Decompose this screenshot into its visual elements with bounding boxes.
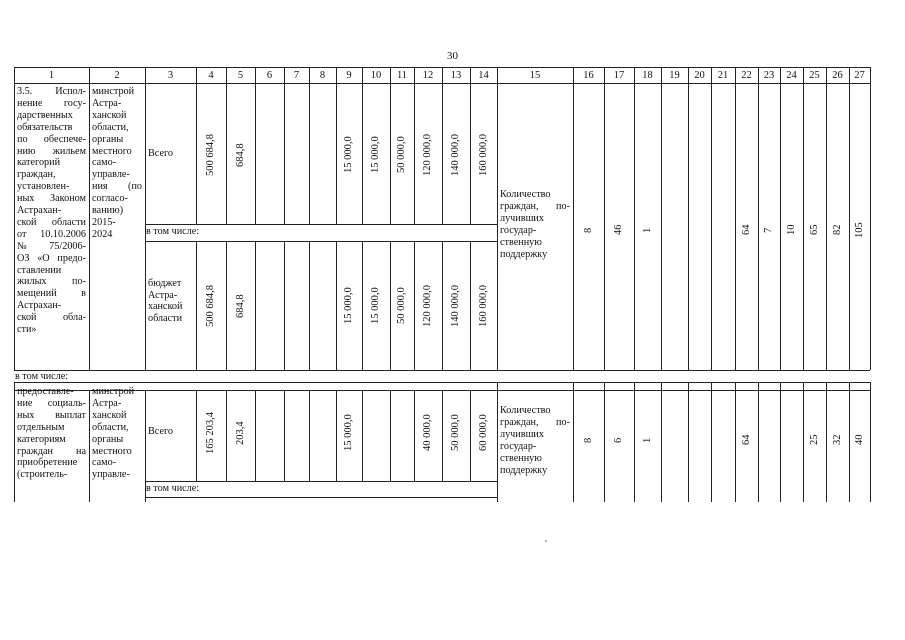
activity-name: (строитель- <box>17 469 68 481</box>
table-line <box>849 67 850 370</box>
row-label-total: Всего <box>148 148 173 159</box>
header-col-12: 12 <box>422 70 434 81</box>
including-label: в том числе: <box>146 483 200 494</box>
activity-name: ской обла- <box>17 312 86 324</box>
table-line <box>309 67 310 224</box>
header-col-15: 15 <box>529 70 541 81</box>
row-label-budget: бюджет <box>148 278 182 289</box>
table-line <box>803 67 804 370</box>
table-line <box>735 67 736 370</box>
executor-text: минстрой <box>92 86 135 97</box>
table-line <box>362 241 363 370</box>
header-col-26: 26 <box>832 70 843 81</box>
activity-name: ных Законом <box>17 193 86 205</box>
indicator-value-c25: 25 <box>808 434 820 446</box>
executor-text: минстрой <box>92 386 135 397</box>
row-label-budget: ханской <box>148 301 183 312</box>
including-label: в том числе: <box>15 371 69 382</box>
indicator-text: Количество <box>500 405 551 416</box>
executor-text: ванию) <box>92 205 124 216</box>
executor-text: Астра- <box>92 397 122 409</box>
value-c4-budget: 500 684,8 <box>205 285 216 327</box>
header-col-13: 13 <box>450 70 462 81</box>
value-c10-total: 15 000,0 <box>370 136 381 174</box>
table-line <box>255 390 256 481</box>
activity-name: ставлении <box>17 264 62 276</box>
executor-text: органы <box>92 433 124 445</box>
value-c14-budget: 160 000,0 <box>477 285 489 327</box>
table-line <box>470 390 471 481</box>
table-line <box>390 67 391 224</box>
indicator-value-c27: 105 <box>853 222 865 238</box>
table-line <box>196 390 197 481</box>
header-col-24: 24 <box>786 70 797 81</box>
activity-name: категорий <box>17 157 61 169</box>
executor-text: ния (по <box>92 181 142 193</box>
indicator-value-c26: 32 <box>831 434 843 446</box>
executor-text: ханской <box>92 109 127 121</box>
indicator-text: лучивших <box>500 212 544 224</box>
indicator-value-c25: 65 <box>808 224 820 236</box>
table-line <box>780 67 781 370</box>
row-divider <box>145 481 497 482</box>
value-c9-total: 15 000,0 <box>343 136 354 174</box>
table-line <box>362 67 363 224</box>
executor-text: само- <box>92 457 117 469</box>
executor-text: местного <box>92 145 132 157</box>
header-col-16: 16 <box>583 70 594 81</box>
table-line <box>89 390 90 502</box>
indicator-value-c22: 64 <box>740 224 752 236</box>
table-line <box>362 390 363 481</box>
indicator-text: ственную <box>500 452 542 464</box>
activity-name: Астрахан- <box>17 300 62 312</box>
table-line <box>145 67 146 370</box>
activity-name: сти» <box>17 324 37 335</box>
table-line <box>470 67 471 224</box>
activity-name: ние социаль- <box>17 397 86 409</box>
table-line <box>196 67 197 224</box>
indicator-value-c18: 1 <box>641 437 653 443</box>
table-line <box>803 382 804 502</box>
indicator-text: государ- <box>500 224 537 236</box>
table-line <box>226 67 227 224</box>
table-line <box>226 241 227 370</box>
executor-text: органы <box>92 133 124 145</box>
header-col-21: 21 <box>717 70 729 81</box>
activity-name: мещений в <box>17 288 86 300</box>
indicator-value-c16: 8 <box>582 437 594 443</box>
indicator-value-c27: 40 <box>853 434 865 446</box>
header-col-22: 22 <box>741 70 752 81</box>
table-line <box>711 382 712 502</box>
table-line <box>634 382 635 502</box>
header-col-14: 14 <box>478 70 489 81</box>
header-col-19: 19 <box>669 70 680 81</box>
header-col-27: 27 <box>854 70 865 81</box>
table-line <box>336 67 337 224</box>
activity-name: № 75/2006- <box>17 240 86 252</box>
table-line <box>573 67 574 370</box>
table-line <box>735 382 736 502</box>
activity-name: обязательств <box>17 121 73 133</box>
table-line <box>497 382 498 502</box>
value-c4-total: 500 684,8 <box>205 134 216 176</box>
executor-text: управле- <box>92 169 130 181</box>
indicator-value-c16: 8 <box>582 227 594 233</box>
value-c4-total: 165 203,4 <box>205 412 216 454</box>
including-label: в том числе: <box>146 226 200 237</box>
row-divider <box>145 224 497 225</box>
activity-name: установлен- <box>17 181 70 193</box>
executor-text: Астра- <box>92 97 122 109</box>
header-col-3: 3 <box>167 70 174 81</box>
header-col-18: 18 <box>642 70 653 81</box>
value-c5-total: 203,4 <box>234 421 246 445</box>
row-label-budget: Астра- <box>148 289 178 301</box>
row-label-budget: области <box>148 312 183 324</box>
row-divider <box>14 370 870 371</box>
header-col-17: 17 <box>613 70 625 81</box>
table-line <box>309 390 310 481</box>
table-line <box>604 67 605 370</box>
table-line <box>758 67 759 370</box>
value-c13-budget: 140 000,0 <box>450 285 461 327</box>
row-divider <box>145 497 497 498</box>
header-col-23: 23 <box>763 70 775 81</box>
table-line <box>573 382 574 502</box>
activity-name: категориям <box>17 433 66 445</box>
table-line <box>849 382 850 502</box>
table-line <box>688 67 689 370</box>
activity-name: 3.5. Испол- <box>17 86 86 97</box>
table-line <box>497 67 498 370</box>
page-number: 30 <box>447 50 458 62</box>
table-line <box>255 241 256 370</box>
indicator-value-c17: 46 <box>613 224 624 236</box>
executor-text: ханской <box>92 409 127 421</box>
indicator-value-c17: 6 <box>613 437 624 443</box>
header-col-25: 25 <box>809 70 820 81</box>
activity-name: нию жильем <box>17 145 86 157</box>
table-line <box>661 382 662 502</box>
header-col-5: 5 <box>237 70 244 81</box>
executor-text: управле- <box>92 469 130 481</box>
executor-text: местного <box>92 445 132 457</box>
activity-name: дарственных <box>17 109 73 121</box>
table-line <box>414 241 415 370</box>
header-col-20: 20 <box>694 70 705 81</box>
indicator-text: ственную <box>500 236 542 248</box>
table-line <box>826 67 827 370</box>
indicator-value-c18: 1 <box>641 227 653 233</box>
value-c12-total: 40 000,0 <box>422 414 433 452</box>
row-divider <box>145 241 497 242</box>
value-c9-total: 15 000,0 <box>343 414 354 452</box>
indicator-text: граждан, по- <box>500 416 570 428</box>
executor-text: само- <box>92 157 117 169</box>
executor-text: 2024 <box>92 228 113 240</box>
table-line <box>870 67 871 370</box>
header-col-1: 1 <box>48 70 55 81</box>
indicator-value-c23: 7 <box>763 227 774 233</box>
activity-name: предоставле- <box>17 386 74 397</box>
header-col-6: 6 <box>266 70 273 81</box>
scan-speck <box>545 540 547 542</box>
table-line <box>284 390 285 481</box>
header-col-7: 7 <box>293 70 300 81</box>
table-line <box>390 390 391 481</box>
activity-name: от 10.10.2006 <box>17 228 86 240</box>
table-line <box>309 241 310 370</box>
value-c5-total: 684,8 <box>234 143 246 167</box>
indicator-text: государ- <box>500 440 537 452</box>
executor-text: области, <box>92 421 129 433</box>
row-label-total: Всего <box>148 426 173 437</box>
activity-name: нение госу- <box>17 97 86 109</box>
indicator-value-c26: 82 <box>831 224 843 236</box>
value-c11-budget: 50 000,0 <box>396 287 407 325</box>
activity-name: Астрахан- <box>17 205 62 216</box>
value-c14-total: 60 000,0 <box>477 414 489 452</box>
header-col-4: 4 <box>208 70 214 81</box>
table-line <box>661 67 662 370</box>
table-line <box>442 241 443 370</box>
header-col-10: 10 <box>370 70 382 81</box>
activity-name: ных выплат <box>17 409 86 421</box>
value-c5-budget: 684,8 <box>234 294 246 318</box>
table-line <box>336 241 337 370</box>
table-line <box>14 382 15 502</box>
table-line <box>442 67 443 224</box>
table-line <box>226 390 227 481</box>
value-c11-total: 50 000,0 <box>396 136 407 174</box>
table-line <box>826 382 827 502</box>
table-line <box>758 382 759 502</box>
activity-name: жилых по- <box>17 276 86 288</box>
value-c14-total: 160 000,0 <box>477 134 489 176</box>
table-line <box>336 390 337 481</box>
row-divider <box>14 382 870 383</box>
activity-name: по обеспече- <box>17 133 86 145</box>
indicator-text: поддержку <box>500 248 548 260</box>
table-line <box>870 382 871 502</box>
header-col-11: 11 <box>396 70 408 81</box>
activity-name: приобретение <box>17 457 78 469</box>
table-line <box>89 67 90 370</box>
table-line <box>284 67 285 224</box>
table-line <box>711 67 712 370</box>
table-line <box>442 390 443 481</box>
indicator-text: поддержку <box>500 464 548 476</box>
indicator-text: граждан, по- <box>500 200 570 212</box>
header-col-9: 9 <box>346 70 352 81</box>
table-line <box>414 67 415 224</box>
activity-name: отдельным <box>17 421 65 433</box>
value-c9-budget: 15 000,0 <box>343 287 354 325</box>
value-c10-budget: 15 000,0 <box>370 287 381 325</box>
table-line <box>470 241 471 370</box>
table-line <box>634 67 635 370</box>
table-line <box>14 67 15 370</box>
header-col-2: 2 <box>114 70 120 81</box>
header-col-8: 8 <box>319 70 326 81</box>
indicator-value-c24: 10 <box>785 224 797 236</box>
table-line <box>284 241 285 370</box>
value-c12-total: 120 000,0 <box>422 134 433 176</box>
indicator-text: лучивших <box>500 428 544 440</box>
table-line <box>255 67 256 224</box>
table-line <box>414 390 415 481</box>
activity-name: ской области <box>17 216 86 228</box>
value-c12-budget: 120 000,0 <box>422 285 433 327</box>
executor-text: 2015- <box>92 216 116 228</box>
value-c13-total: 50 000,0 <box>450 414 461 452</box>
table-line <box>604 382 605 502</box>
executor-text: согласо- <box>92 193 128 205</box>
table-line <box>780 382 781 502</box>
activity-name: граждан на <box>17 445 86 457</box>
table-line <box>688 382 689 502</box>
activity-name: ОЗ «О предо- <box>17 252 86 264</box>
indicator-value-c22: 64 <box>740 434 752 446</box>
table-line <box>390 241 391 370</box>
executor-text: области, <box>92 121 129 133</box>
value-c13-total: 140 000,0 <box>450 134 461 176</box>
activity-name: граждан, <box>17 169 56 181</box>
indicator-text: Количество <box>500 189 551 200</box>
